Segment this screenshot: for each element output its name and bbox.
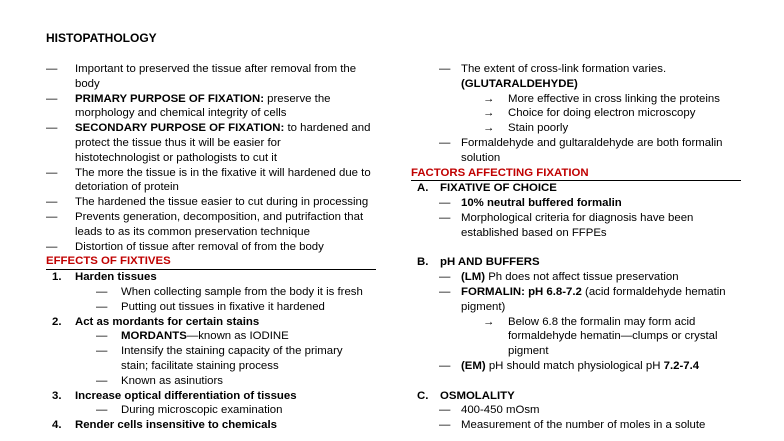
arrow-item: → More effective in cross linking the proteins xyxy=(483,92,720,105)
bullet-line-cont: histotechnologist or pathologists to cut it xyxy=(75,151,277,164)
bullet-line: — Formaldehyde and gultaraldehyde are both formalin xyxy=(439,136,723,149)
page-title: HISTOPATHOLOGY xyxy=(46,31,157,45)
numbered-item: 3. Increase optical differentiation of tissues xyxy=(52,389,297,402)
bullet-line-cont: detoriation of protein xyxy=(75,181,179,194)
sub-item: — During microscopic examination xyxy=(96,404,283,417)
bullet-line: — Important to preserved the tissue after removal from the xyxy=(46,63,357,75)
spacer xyxy=(411,374,741,389)
bullet-line: — Prevents generation, decomposition, and putrifaction that xyxy=(46,210,364,223)
bullet-line: — The more the tissue is in the fixative it will hardened due to xyxy=(46,166,371,179)
numbered-item: 2. Act as mordants for certain stains xyxy=(52,315,260,328)
right-column xyxy=(411,62,741,433)
lettered-item: A. FIXATIVE OF CHOICE xyxy=(417,182,557,195)
bullet-line: — Morphological criteria for diagnosis have been xyxy=(439,211,694,224)
arrow-item: → Below 6.8 the formalin may form acid xyxy=(483,315,696,328)
spacer xyxy=(411,241,741,256)
bullet-line-cont: pigment) xyxy=(461,300,506,313)
bullet-line: — 10% neutral buffered formalin xyxy=(439,197,622,210)
bullet-line: — Measurement of the number of moles in a solute xyxy=(439,419,706,432)
bullet-line-cont: leads to as its common preservation technique xyxy=(75,225,310,238)
bullet-line-cont: established based on FFPEs xyxy=(461,226,607,239)
bullet-line-cont: protect the tissue thus it will be easier for xyxy=(75,136,281,149)
arrow-item-cont: formaldehyde hematin—clumps or crystal xyxy=(508,330,718,343)
bullet-line: — FORMALIN: pH 6.8-7.2 (acid formaldehyde hematin xyxy=(439,285,726,298)
bullet-line: — The extent of cross-link formation varies. xyxy=(439,63,667,75)
sub-item: — Putting out tissues in fixative it hardened xyxy=(96,300,325,313)
arrow-item-cont: pigment xyxy=(508,345,549,358)
numbered-item: 4. Render cells insensitive to chemicals xyxy=(52,419,277,432)
bullet-line: — 400-450 mOsm xyxy=(439,404,540,417)
section-heading-effects: EFFECTS OF FIXTIVES xyxy=(46,254,376,270)
left-column xyxy=(46,62,376,433)
bullet-line: — PRIMARY PURPOSE OF FIXATION: preserve the xyxy=(46,92,331,105)
sub-item-cont: stain; facilitate staining process xyxy=(121,359,279,372)
section-heading-factors: FACTORS AFFECTING FIXATION xyxy=(411,166,741,182)
bullet-line: — The hardened the tissue easier to cut during in processing xyxy=(46,196,369,209)
arrow-item: → Choice for doing electron microscopy xyxy=(483,107,696,120)
arrow-item: → Stain poorly xyxy=(483,122,569,135)
bullet-line: — (LM) Ph does not affect tissue preservation xyxy=(439,271,679,284)
lettered-item: B. pH AND BUFFERS xyxy=(417,256,540,269)
bullet-line-cont: body xyxy=(75,77,100,90)
bullet-line-cont: morphology and chemical integrity of cells xyxy=(75,107,287,120)
sub-item: — Known as asinutiors xyxy=(96,374,223,387)
bullet-line: — (EM) pH should match physiological pH 7.2-7.4 xyxy=(439,359,700,372)
glutaraldehyde-label: (GLUTARALDEHYDE) xyxy=(461,77,578,90)
sub-item: — Intensify the staining capacity of the primary xyxy=(96,345,343,358)
numbered-item: 1. Harden tissues xyxy=(52,271,157,284)
bullet-line-cont: solution xyxy=(461,151,501,164)
sub-item: — When collecting sample from the body it is fresh xyxy=(96,285,363,298)
bullet-line: — SECONDARY PURPOSE OF FIXATION: to hardened and xyxy=(46,122,371,135)
lettered-item: C. OSMOLALITY xyxy=(417,389,515,402)
sub-item: — MORDANTS—known as IODINE xyxy=(96,330,289,343)
bullet-line: — Distortion of tissue after removal of from the body xyxy=(46,240,324,253)
